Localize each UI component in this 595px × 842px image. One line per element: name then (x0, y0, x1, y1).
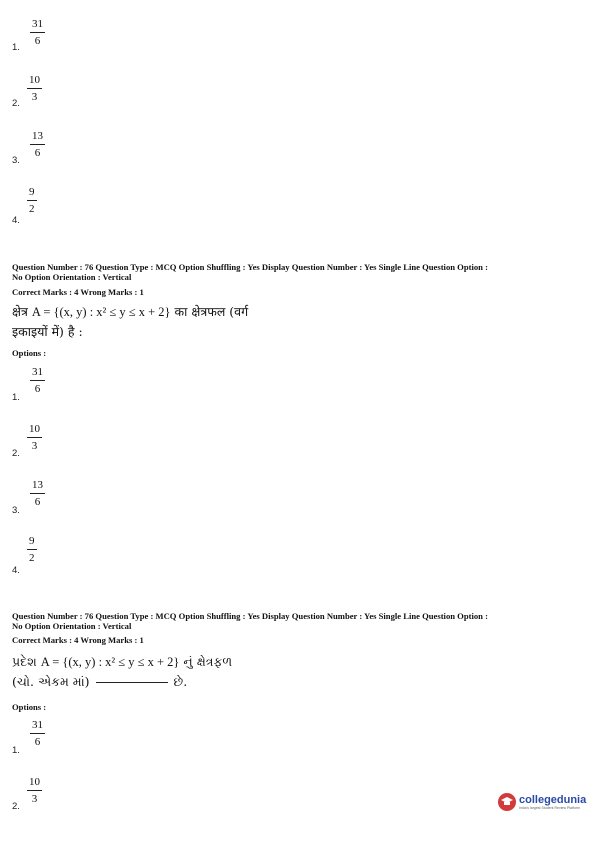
option-number: 4. (12, 215, 20, 226)
logo-wordmark (519, 794, 586, 811)
fraction-bar (27, 790, 42, 791)
option-fraction: 13 6 (32, 479, 43, 508)
fraction-bar (27, 437, 42, 438)
question-header: Question Number : 76 Question Type : MCQ Option Shuffling : Yes Display Question Number : Yes Single Line Question Option : No Option Orientation : Vertical (12, 611, 488, 631)
fraction-bar (30, 144, 45, 145)
option-fraction: 10 3 (29, 74, 40, 103)
options-label: Options : (12, 702, 47, 712)
option-number: 1. (12, 745, 20, 756)
option-number: 1. (12, 42, 20, 53)
option-fraction: 9 2 (29, 186, 35, 215)
fraction-bar (30, 380, 45, 381)
option-fraction: 9 2 (29, 535, 35, 564)
option-number: 3. (12, 155, 20, 166)
question-marks: Correct Marks : 4 Wrong Marks : 1 (12, 635, 144, 645)
logo-tagline: India's largest Student Review Platform (519, 805, 580, 810)
question-math: A = {(x, y) : x² ≤ y ≤ x + 2} (40, 655, 180, 669)
question-text: પ્રદેશ A = {(x, y) : x² ≤ y ≤ x + 2} નું ક્ષેત્રફળ (ચો. એકમ માં) છે. (12, 654, 233, 689)
fraction-bar (30, 493, 45, 494)
options-label: Options : (12, 348, 47, 358)
fraction-bar (27, 88, 42, 89)
question-header: Question Number : 76 Question Type : MCQ Option Shuffling : Yes Display Question Number : Yes Single Line Question Option : No Option Orientation : Vertical (12, 262, 488, 282)
fraction-bar (30, 32, 45, 33)
option-fraction: 10 3 (29, 776, 40, 805)
question-text: क्षेत्र A = {(x, y) : x² ≤ y ≤ x + 2} का क्षेत्रफल (वर्ग इकाइयों में) है : (12, 304, 249, 339)
option-number: 4. (12, 565, 20, 576)
collegedunia-logo (498, 793, 586, 811)
option-number: 3. (12, 505, 20, 516)
graduation-cap-icon (498, 793, 516, 811)
option-number: 1. (12, 392, 20, 403)
fraction-bar (30, 733, 45, 734)
question-marks: Correct Marks : 4 Wrong Marks : 1 (12, 287, 144, 297)
option-number: 2. (12, 801, 20, 812)
option-fraction: 13 6 (32, 130, 43, 159)
fraction-bar (27, 200, 37, 201)
question-math: A = {(x, y) : x² ≤ y ≤ x + 2} (31, 305, 171, 319)
option-fraction: 31 6 (32, 18, 43, 47)
cap-shape (501, 797, 513, 807)
option-number: 2. (12, 98, 20, 109)
answer-blank (96, 682, 168, 683)
option-fraction: 10 3 (29, 423, 40, 452)
option-fraction: 31 6 (32, 366, 43, 395)
option-fraction: 31 6 (32, 719, 43, 748)
option-number: 2. (12, 448, 20, 459)
fraction-bar (27, 549, 37, 550)
logo-name: collegedunia (519, 793, 587, 806)
